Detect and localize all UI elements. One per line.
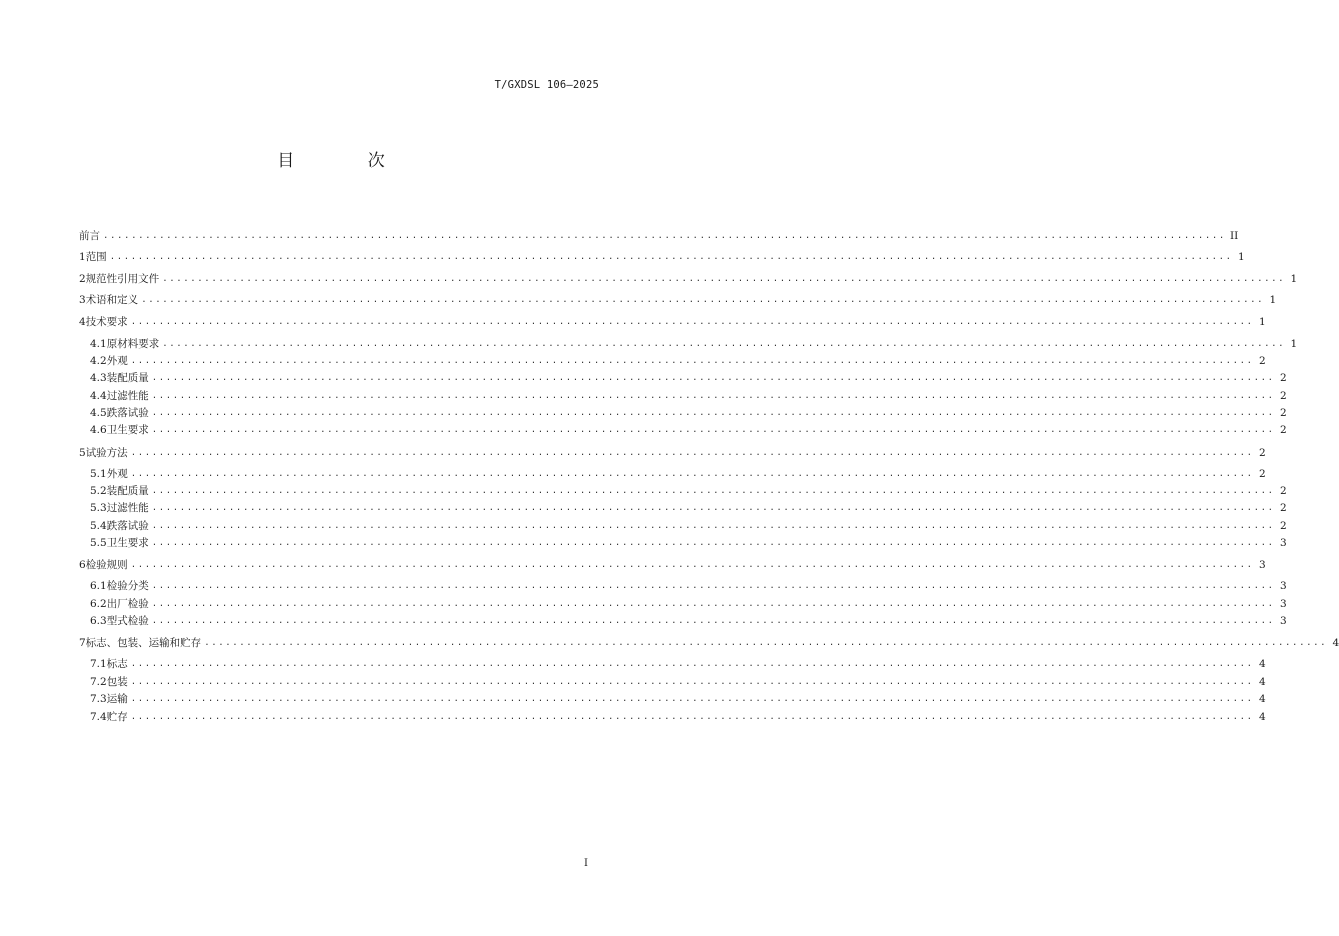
toc-entry-number: 4.6: [90, 424, 107, 436]
toc-entry-page: 2: [1258, 447, 1266, 459]
toc-entry-page: 4: [1258, 658, 1266, 670]
toc-entry-page: 3: [1279, 598, 1287, 610]
toc-entry-label: 标志、包装、运输和贮存: [85, 637, 202, 649]
page-folio: I: [584, 858, 588, 869]
toc-entry-label: 跌落试验: [106, 520, 149, 532]
toc-entry-label: 术语和定义: [85, 294, 139, 306]
dot-leader: ................................................................................................................................................................: [130, 712, 1254, 722]
toc-entry-page: 2: [1279, 407, 1287, 419]
toc-entry-number: 5.1: [90, 468, 107, 480]
toc-entry-page: 4: [1258, 676, 1266, 688]
toc-entry[interactable]: [90, 578, 1287, 594]
toc-entry-label: 标志: [106, 658, 128, 670]
toc-entry-number: 4.2: [90, 355, 107, 367]
toc-entry-label: 运输: [106, 693, 128, 705]
toc-entry-label: 过滤性能: [106, 390, 149, 402]
toc-entry-number: 7.3: [90, 693, 107, 705]
toc-entry-page: 2: [1258, 468, 1266, 480]
toc-entry-number: 6: [79, 559, 86, 571]
toc-entry[interactable]: [90, 466, 1266, 482]
toc-entry[interactable]: [90, 500, 1287, 516]
toc-entry[interactable]: [90, 691, 1266, 707]
toc-entry-page: 1: [1237, 251, 1245, 263]
toc-entry-label: 规范性引用文件: [85, 273, 160, 285]
toc-entry-number: 7.2: [90, 676, 107, 688]
toc-entry[interactable]: [79, 292, 1277, 308]
toc-entry[interactable]: [79, 228, 1239, 244]
toc-entry-number: 4.3: [90, 372, 107, 384]
toc-entry-page: 2: [1279, 520, 1287, 532]
toc-entry-page: 1: [1258, 316, 1266, 328]
toc-entry-page: 1: [1290, 273, 1298, 285]
toc-entry-number: 4.4: [90, 390, 107, 402]
dot-leader: ................................................................................................................................................................: [151, 408, 1275, 418]
toc-entry-page: 3: [1279, 580, 1287, 592]
toc-entry-label: 装配质量: [106, 485, 149, 497]
toc-entry-label: 前言: [79, 230, 100, 242]
document-code: T/GXDSL 106—2025: [494, 79, 599, 91]
dot-leader: ................................................................................................................................................................: [130, 356, 1254, 366]
toc-entry-label: 装配质量: [106, 372, 149, 384]
toc-entry-page: 2: [1258, 355, 1266, 367]
toc-entry-page: 2: [1279, 372, 1287, 384]
toc-entry-label: 出厂检验: [106, 598, 149, 610]
toc-entry-number: 6.3: [90, 615, 107, 627]
toc-entry-page: 3: [1279, 537, 1287, 549]
dot-leader: ................................................................................................................................................................: [162, 339, 1286, 349]
toc-entry[interactable]: [90, 596, 1287, 612]
toc-title: 目 次: [277, 151, 419, 171]
toc-entry[interactable]: [90, 518, 1287, 534]
toc-entry-number: 4.1: [90, 338, 107, 350]
toc-entry[interactable]: [90, 353, 1266, 369]
toc-entry-label: 技术要求: [85, 316, 128, 328]
toc-entry-label: 过滤性能: [106, 502, 149, 514]
toc-entry-number: 2: [79, 273, 86, 285]
toc-entry[interactable]: [79, 557, 1266, 573]
dot-leader: ................................................................................................................................................................: [103, 231, 1226, 241]
dot-leader: ................................................................................................................................................................: [151, 373, 1275, 383]
toc-entry[interactable]: [90, 613, 1287, 629]
toc-entry-label: 跌落试验: [106, 407, 149, 419]
toc-entry-page: 1: [1290, 338, 1298, 350]
toc-entry[interactable]: [79, 445, 1266, 461]
toc-entry-label: 试验方法: [85, 447, 128, 459]
toc-entry[interactable]: [90, 422, 1287, 438]
dot-leader: ................................................................................................................................................................: [130, 469, 1254, 479]
toc-entry-page: 3: [1279, 615, 1287, 627]
toc-entry[interactable]: [90, 405, 1287, 421]
dot-leader: ................................................................................................................................................................: [109, 252, 1233, 262]
toc-entry-label: 范围: [85, 251, 107, 263]
dot-leader: ................................................................................................................................................................: [130, 560, 1254, 570]
toc-entry[interactable]: [90, 483, 1287, 499]
toc-entry-number: 1: [79, 251, 86, 263]
dot-leader: ................................................................................................................................................................: [151, 581, 1275, 591]
toc-entry-page: 4: [1258, 693, 1266, 705]
dot-leader: ................................................................................................................................................................: [204, 638, 1328, 648]
toc-entry-page: 2: [1279, 424, 1287, 436]
toc-entry-label: 外观: [106, 355, 128, 367]
toc-entry-number: 5.5: [90, 537, 107, 549]
toc-entry-page: 1: [1269, 294, 1277, 306]
toc-entry-label: 卫生要求: [106, 424, 149, 436]
dot-leader: ................................................................................................................................................................: [151, 521, 1275, 531]
toc-entry[interactable]: [79, 271, 1298, 287]
dot-leader: ................................................................................................................................................................: [151, 425, 1275, 435]
toc-entry[interactable]: [90, 535, 1287, 551]
toc-entry-page: 2: [1279, 485, 1287, 497]
dot-leader: ................................................................................................................................................................: [151, 391, 1275, 401]
toc-entry-page: 2: [1279, 390, 1287, 402]
dot-leader: ................................................................................................................................................................: [130, 659, 1254, 669]
toc-entry-page: 3: [1258, 559, 1266, 571]
toc-entry-label: 检验分类: [106, 580, 149, 592]
toc-entry-number: 5.3: [90, 502, 107, 514]
dot-leader: ................................................................................................................................................................: [130, 317, 1254, 327]
dot-leader: ................................................................................................................................................................: [130, 694, 1254, 704]
toc-entry-label: 型式检验: [106, 615, 149, 627]
toc-entry[interactable]: [90, 709, 1266, 725]
dot-leader: ................................................................................................................................................................: [151, 538, 1275, 548]
toc-entry-number: 4.5: [90, 407, 107, 419]
toc-entry-number: 5.4: [90, 520, 107, 532]
dot-leader: ................................................................................................................................................................: [141, 295, 1265, 305]
toc-entry-page: 4: [1332, 637, 1339, 649]
dot-leader: ................................................................................................................................................................: [151, 486, 1275, 496]
toc-entry-page: II: [1229, 230, 1239, 242]
toc-entry-number: 6.2: [90, 598, 107, 610]
dot-leader: ................................................................................................................................................................: [130, 677, 1254, 687]
toc-entry-number: 4: [79, 316, 86, 328]
toc-entry-number: 7: [79, 637, 86, 649]
dot-leader: ................................................................................................................................................................: [130, 448, 1254, 458]
toc-entry[interactable]: [79, 635, 1339, 651]
toc-entry[interactable]: [90, 370, 1287, 386]
toc-entry[interactable]: [79, 314, 1266, 330]
toc-entry-label: 原材料要求: [106, 338, 160, 350]
toc-entry[interactable]: [90, 674, 1266, 690]
toc-entry-label: 贮存: [106, 711, 128, 723]
toc-entry-page: 4: [1258, 711, 1266, 723]
toc-entry-label: 检验规则: [85, 559, 128, 571]
dot-leader: ................................................................................................................................................................: [162, 274, 1286, 284]
dot-leader: ................................................................................................................................................................: [151, 503, 1275, 513]
toc-entry-number: 7.1: [90, 658, 107, 670]
toc-entry-label: 包装: [106, 676, 128, 688]
toc-entry-label: 卫生要求: [106, 537, 149, 549]
toc-entry-number: 5.2: [90, 485, 107, 497]
dot-leader: ................................................................................................................................................................: [151, 599, 1275, 609]
toc-entry[interactable]: [90, 656, 1266, 672]
toc-entry[interactable]: [79, 249, 1245, 265]
toc-entry-number: 5: [79, 447, 86, 459]
toc-entry-number: 3: [79, 294, 86, 306]
toc-entry[interactable]: [90, 336, 1298, 352]
toc-entry-page: 2: [1279, 502, 1287, 514]
toc-entry[interactable]: [90, 388, 1287, 404]
dot-leader: ................................................................................................................................................................: [151, 616, 1275, 626]
toc-entry-label: 外观: [106, 468, 128, 480]
toc-entry-number: 6.1: [90, 580, 107, 592]
toc-entry-number: 7.4: [90, 711, 107, 723]
